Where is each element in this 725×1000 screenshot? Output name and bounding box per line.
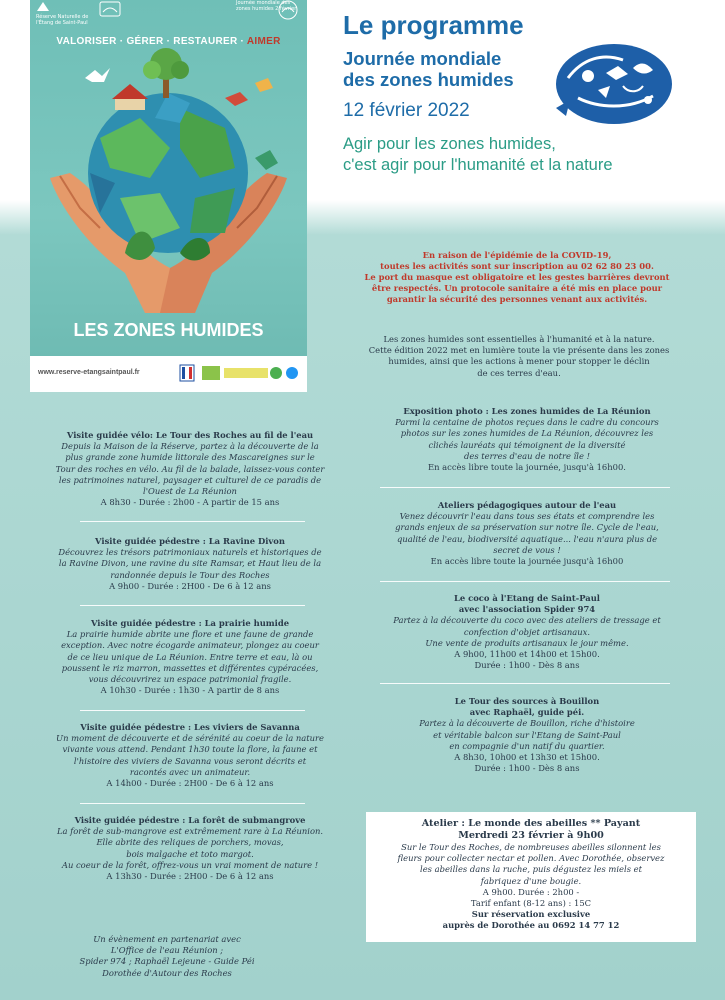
divider xyxy=(80,605,305,606)
activity-prairie-humide: Visite guidée pédestre : La prairie humide La prairie humide abrite une flore et une faune de grande exception. Avec notre écogarde animateur, plongez au coeur de ce lieu unique de La Réunion. Entre terre et eau, là ou poussent le riz marron, massettes et différentes cypéracées, vous découvrirez un espace patrimonial fragile. A 10h30 - Durée : 1h30 - A partir de 8 ans xyxy=(61,618,319,696)
event-name: Journée mondiale des zones humides xyxy=(343,48,514,90)
ramsar-logo xyxy=(96,0,126,22)
activity-ateliers-eau: Ateliers pédagogiques autour de l'eau Venez découvrir l'eau dans tous ses états et comprendre les grands enjeux de sa préservation sur notre île. Cycle de l'eau, qualité de l'eau, biodiversité aquatique... l'eau n'aura plus de secret de vous ! En accès libre toute la journée jusqu'à 16h00 xyxy=(395,500,659,567)
event-slogan: Agir pour les zones humides, c'est agir pour l'humanité et la nature xyxy=(343,135,613,174)
activity-coco-etang: Le coco à l'Etang de Saint-Paul avec l'association Spider 974 Partez à la découverte du coco avec des ateliers de tressage et confection d'objet artisanaux. Une vente de produits artisanaux le jour même. A 9h00, 11h00 et 14h00 et 15h00. Durée : 1h00 - Dès 8 ans xyxy=(393,593,661,671)
event-date: 12 février 2022 xyxy=(343,100,470,121)
partners-note: Un évènement en partenariat avec L'Office de l'eau Réunion ; Spider 974 ; Raphaël Lejeune - Guide Péi Dorothée d'Autour des Roches xyxy=(79,934,255,978)
divider xyxy=(80,803,305,804)
wwd-logo: Journée mondiale des zones humides 2 février xyxy=(236,0,300,22)
activity-ravine-divon: Visite guidée pédestre : La Ravine Divon Découvrez les trésors patrimoniaux naturels et historiques de la Ravine Divon, une ravine du site Ramsar, et Haut lieu de la randonnée depuis le Tour des Roches A 9h00 - Durée : 2H00 - De 6 à 12 ans xyxy=(58,536,322,591)
divider xyxy=(80,710,305,711)
divider xyxy=(380,683,670,684)
poster-footer xyxy=(30,356,307,392)
atelier-abeilles-box xyxy=(366,812,696,942)
globe-hands-illustration xyxy=(30,48,307,318)
wetlands-day-emblem xyxy=(548,38,676,130)
poster-tagline: VALORISER · GÉRER · RESTAURER · AIMER xyxy=(56,36,281,47)
divider xyxy=(80,521,305,522)
activity-exposition-photo: Exposition photo : Les zones humides de La Réunion Parmi la centaine de photos reçues dans le cadre du concours photos sur les zones humides de La Réunion, découvrez les clichés lauréats qui témoignent de la diversité des terres d'eau de notre île ! En accès libre toute la journée, jusqu'à 16h00. xyxy=(395,406,659,473)
divider xyxy=(380,487,670,488)
partner-logos xyxy=(178,362,303,384)
covid-notice: En raison de l'épidémie de la COVID-19, toutes les activités sont sur inscription au 02 62 80 23 00. Le port du masque est obligatoire et les gestes barrières devront être respectés. Un protocole sanitaire a été mis en place pour garantir la sécurité des personnes venant aux activités. xyxy=(364,250,670,304)
website-link[interactable]: www.reserve-etangsaintpaul.fr xyxy=(38,369,140,376)
poster-title: LES ZONES HUMIDES xyxy=(73,320,264,340)
activity-velo-tour-des-roches: Visite guidée vélo: Le Tour des Roches au fil de l'eau Depuis la Maison de la Réserve, partez à la découverte de la plus grande zone humide littorale des Mascareignes sur le Tour des roches en vélo. Au fil de la balade, laissez-vous conter les patrimoines naturel, paysager et culturel de ce paradis de l'Ouest de La Réunion A 8h30 - Durée : 2h00 - A partir de 15 ans xyxy=(55,430,325,508)
atelier-abeilles: Atelier : Le monde des abeilles ** Payant Merdredi 23 février à 9h00 Sur le Tour des Roches, de nombreuses abeilles silonnent les fleurs pour collecter nectar et pollen. Avec Dorothée, observez les abeilles dans la ruche, puis dégustez les miels et fabriquez d'une bougie. A 9h00. Durée : 2h00 - Tarif enfant (8-12 ans) : 15C Sur réservation exclusive auprès de Dorothée au 0692 14 77 12 xyxy=(397,818,665,931)
intro-text: Les zones humides sont essentielles à l'humanité et à la nature. Cette édition 2022 met en lumière toute la vie présente dans les zones humides, ainsi que les actions à mener pour stopper le déclin de ces terres d'eau. xyxy=(368,334,670,378)
activity-tour-des-sources: Le Tour des sources à Bouillon avec Raphaël, guide péi. Partez à la découverte de Bouillon, riche d'histoire et véritable balcon sur l'Etang de Saint-Paul en compagnie d'un natif du quartier. A 8h30, 10h00 et 13h30 et 15h00. Durée : 1h00 - Dès 8 ans xyxy=(419,696,635,774)
page-title: Le programme xyxy=(343,10,524,40)
event-poster xyxy=(30,0,307,392)
activity-foret-submangrove: Visite guidée pédestre : La forêt de submangrove La forêt de sub-mangrove est extrêmement rare à La Réunion. Elle abrite des reliques de porchers, movas, bois malgache et toto margot. Au coeur de la forêt, offrez-vous un vrai moment de nature ! A 13h30 - Durée : 2H00 - De 6 à 12 ans xyxy=(56,815,324,882)
divider xyxy=(380,581,670,582)
reserve-logo: Réserve Naturelle de l'Étang de Saint-Paul xyxy=(36,0,96,22)
activity-viviers-savanna: Visite guidée pédestre : Les viviers de Savanna Un moment de découverte et de sérénité au coeur de la nature vivante vous attend. Pendant 1h30 toute la flore, la faune et l'histoire des viviers de Savanna vous seront décrits et racontés avec un animateur. A 14h00 - Durée : 2H00 - De 6 à 12 ans xyxy=(56,722,324,789)
